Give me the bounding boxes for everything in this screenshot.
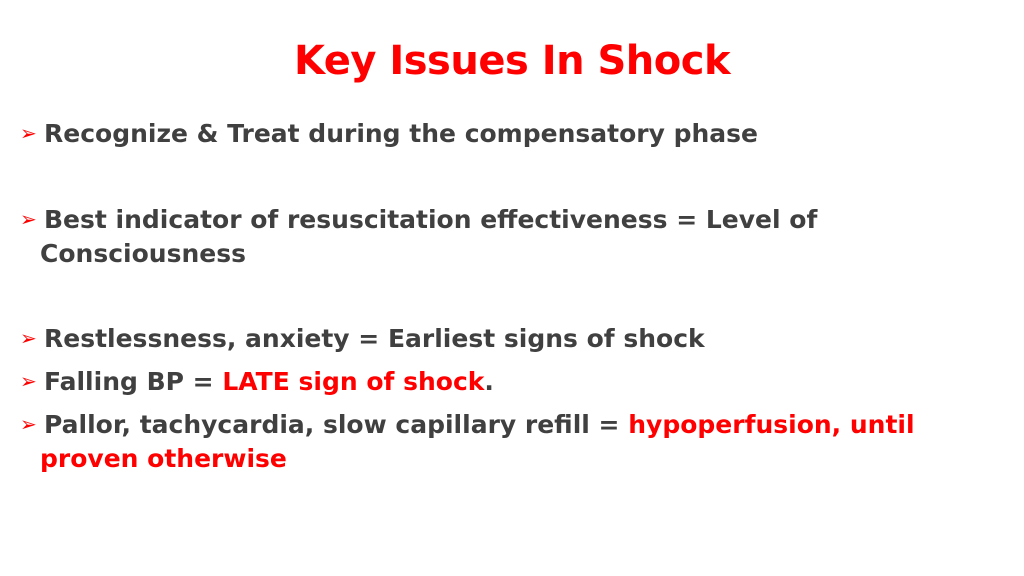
arrow-bullet-icon: ➢: [20, 369, 37, 393]
arrow-bullet-icon: ➢: [20, 326, 37, 350]
bullet-continuation: proven otherwise: [40, 444, 287, 473]
bullet-highlight: hypoperfusion, until: [628, 410, 915, 439]
bullet-text: Falling BP =: [44, 367, 223, 396]
slide-title: Key Issues In Shock: [293, 38, 731, 84]
bullet-text: Best indicator of resuscitation effectiveness = Level of: [44, 205, 818, 234]
bullet-highlight: LATE sign of shock: [222, 367, 485, 396]
bullet-item-compensatory: [20, 116, 1010, 151]
arrow-bullet-icon: ➢: [20, 207, 37, 231]
bullet-text: Restlessness, anxiety = Earliest signs of shock: [44, 324, 705, 353]
arrow-bullet-icon: ➢: [20, 412, 37, 436]
bullet-item-restlessness: [20, 321, 1010, 356]
bullet-text: Pallor, tachycardia, slow capillary refill =: [44, 410, 629, 439]
bullet-text-after: .: [484, 367, 494, 396]
bullet-continuation: Consciousness: [40, 239, 246, 268]
arrow-bullet-icon: ➢: [20, 121, 37, 145]
bullet-item-falling-bp: [20, 364, 1010, 399]
bullet-text: Recognize & Treat during the compensatory phase: [44, 119, 758, 148]
bullet-item-pallor: [20, 407, 1010, 476]
bullet-item-best-indicator: [20, 202, 1010, 271]
